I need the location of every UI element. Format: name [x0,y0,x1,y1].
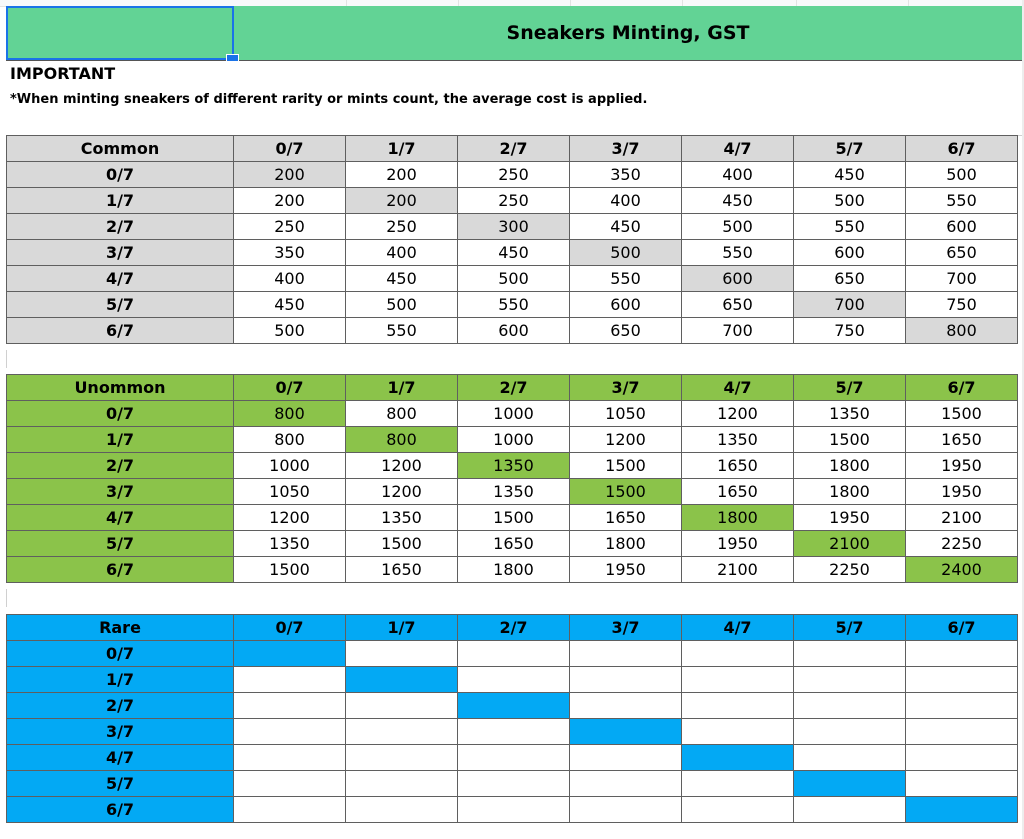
table-row [7,162,1018,188]
table-row [7,531,1018,557]
cost-cell[interactable] [794,693,906,719]
table-row [7,240,1018,266]
row-gap [6,589,1023,607]
row-header-cell[interactable]: 5/7 [7,292,234,318]
important-note: *When minting sneakers of different rarity or mints count, the average cost is applied. [10,92,648,107]
row-header-cell[interactable]: 4/7 [7,745,234,771]
cost-cell[interactable]: 1350 [234,531,346,557]
column-header-cell[interactable]: 3/7 [570,136,682,162]
cost-cell[interactable]: 650 [794,266,906,292]
diagonal-cost-cell[interactable] [570,719,682,745]
column-header-cell[interactable]: 0/7 [234,136,346,162]
cost-cell[interactable] [682,641,794,667]
cost-cell[interactable] [906,771,1018,797]
row-header-cell[interactable]: 0/7 [7,162,234,188]
cost-cell[interactable]: 550 [906,188,1018,214]
row-header-cell[interactable]: 2/7 [7,453,234,479]
cost-cell[interactable] [458,667,570,693]
important-heading: IMPORTANT [10,64,116,83]
column-header-cell[interactable]: 6/7 [906,136,1018,162]
cost-cell[interactable] [234,745,346,771]
column-header-cell[interactable]: 0/7 [234,375,346,401]
cost-cell[interactable]: 1650 [682,453,794,479]
column-header-cell[interactable]: 5/7 [794,136,906,162]
cost-cell[interactable]: 2250 [794,557,906,583]
cost-cell[interactable]: 500 [906,162,1018,188]
cost-cell[interactable]: 450 [570,214,682,240]
cost-cell[interactable]: 400 [570,188,682,214]
cost-cell[interactable]: 1500 [570,453,682,479]
cost-cell[interactable]: 450 [794,162,906,188]
diagonal-cost-cell[interactable]: 1350 [458,453,570,479]
cost-cell[interactable]: 550 [346,318,458,344]
row-header-cell[interactable]: 1/7 [7,427,234,453]
cost-cell[interactable]: 400 [682,162,794,188]
diagonal-cost-cell[interactable]: 600 [682,266,794,292]
cost-cell[interactable]: 1350 [458,479,570,505]
table-row [7,557,1018,583]
cost-cell[interactable]: 1050 [570,401,682,427]
cost-cell[interactable]: 450 [458,240,570,266]
cost-cell[interactable] [570,641,682,667]
row-header-cell[interactable]: 3/7 [7,479,234,505]
cost-cell[interactable]: 650 [906,240,1018,266]
cost-cell[interactable] [794,719,906,745]
cost-cell[interactable]: 1200 [346,453,458,479]
row-header-cell[interactable]: 5/7 [7,531,234,557]
cost-cell[interactable]: 1500 [346,531,458,557]
cost-cell[interactable]: 1950 [570,557,682,583]
row-header-cell[interactable]: 2/7 [7,693,234,719]
column-header-cell[interactable]: 2/7 [458,375,570,401]
cost-cell[interactable] [682,771,794,797]
cost-cell[interactable]: 700 [682,318,794,344]
cost-cell[interactable]: 1650 [682,479,794,505]
row-header-cell[interactable]: 6/7 [7,557,234,583]
cost-cell[interactable] [682,667,794,693]
cost-cell[interactable]: 500 [234,318,346,344]
column-header-cell[interactable]: 3/7 [570,615,682,641]
cost-cell[interactable]: 2100 [906,505,1018,531]
table-row [7,453,1018,479]
diagonal-cost-cell[interactable]: 200 [234,162,346,188]
column-header-cell[interactable]: 4/7 [682,375,794,401]
common-cost-table [6,135,1018,344]
column-header-cell[interactable]: 1/7 [346,375,458,401]
cost-cell[interactable] [234,667,346,693]
row-header-cell[interactable]: 2/7 [7,214,234,240]
row-header-cell[interactable]: 0/7 [7,401,234,427]
cost-cell[interactable]: 250 [346,214,458,240]
cost-cell[interactable]: 1000 [458,401,570,427]
cost-cell[interactable]: 550 [682,240,794,266]
cost-cell[interactable] [346,719,458,745]
table-row [7,641,1018,667]
cost-cell[interactable]: 600 [906,214,1018,240]
cost-cell[interactable]: 1500 [458,505,570,531]
cost-cell[interactable]: 350 [570,162,682,188]
cost-cell[interactable] [682,719,794,745]
diagonal-cost-cell[interactable]: 700 [794,292,906,318]
column-header-cell[interactable]: 6/7 [906,615,1018,641]
diagonal-cost-cell[interactable] [794,771,906,797]
cost-cell[interactable] [346,693,458,719]
row-header-cell[interactable]: 6/7 [7,797,234,823]
cost-cell[interactable] [458,771,570,797]
row-header-cell[interactable]: 3/7 [7,240,234,266]
cost-cell[interactable]: 750 [906,292,1018,318]
cost-cell[interactable]: 650 [570,318,682,344]
cost-cell[interactable]: 400 [346,240,458,266]
row-header-cell[interactable]: 0/7 [7,641,234,667]
cost-cell[interactable] [570,797,682,823]
cost-cell[interactable] [682,797,794,823]
diagonal-cost-cell[interactable] [234,641,346,667]
cost-cell[interactable] [570,771,682,797]
table-row [7,719,1018,745]
cost-cell[interactable]: 550 [458,292,570,318]
table-row [7,292,1018,318]
cost-cell[interactable] [682,693,794,719]
cost-cell[interactable] [794,667,906,693]
cost-cell[interactable] [906,667,1018,693]
cost-cell[interactable]: 800 [234,427,346,453]
cost-cell[interactable] [906,745,1018,771]
cost-cell[interactable]: 450 [682,188,794,214]
cost-cell[interactable]: 2250 [906,531,1018,557]
column-header-cell[interactable]: 5/7 [794,615,906,641]
column-header-cell[interactable]: 6/7 [906,375,1018,401]
cost-cell[interactable]: 1650 [906,427,1018,453]
cost-cell[interactable]: 1800 [794,453,906,479]
cost-cell[interactable]: 500 [458,266,570,292]
cost-cell[interactable]: 1800 [794,479,906,505]
diagonal-cost-cell[interactable]: 800 [346,427,458,453]
cost-cell[interactable] [570,693,682,719]
row-header-cell[interactable]: 1/7 [7,188,234,214]
table-row [7,479,1018,505]
cost-cell[interactable]: 1950 [794,505,906,531]
cost-cell[interactable] [458,745,570,771]
table-row [7,771,1018,797]
cost-cell[interactable] [346,797,458,823]
table-row [7,505,1018,531]
rarity-label[interactable]: Unommon [7,375,234,401]
diagonal-cost-cell[interactable]: 1500 [570,479,682,505]
cost-cell[interactable]: 500 [794,188,906,214]
cost-cell[interactable]: 1950 [906,453,1018,479]
cost-cell[interactable]: 250 [458,188,570,214]
table-row [7,318,1018,344]
cost-cell[interactable]: 1950 [682,531,794,557]
cost-cell[interactable]: 700 [906,266,1018,292]
cost-cell[interactable]: 1050 [234,479,346,505]
cost-cell[interactable]: 2100 [682,557,794,583]
cost-cell[interactable]: 250 [458,162,570,188]
cost-cell[interactable] [794,641,906,667]
cost-cell[interactable] [458,797,570,823]
cost-cell[interactable]: 1800 [570,531,682,557]
cost-cell[interactable]: 800 [346,401,458,427]
cost-cell[interactable]: 550 [794,214,906,240]
row-header-cell[interactable]: 5/7 [7,771,234,797]
row-header-cell[interactable]: 1/7 [7,667,234,693]
table-row [7,401,1018,427]
cost-cell[interactable]: 450 [346,266,458,292]
diagonal-cost-cell[interactable] [346,667,458,693]
cost-cell[interactable]: 1200 [234,505,346,531]
cost-cell[interactable]: 600 [794,240,906,266]
diagonal-cost-cell[interactable]: 300 [458,214,570,240]
cost-cell[interactable] [346,745,458,771]
diagonal-cost-cell[interactable]: 2100 [794,531,906,557]
diagonal-cost-cell[interactable]: 500 [570,240,682,266]
cost-cell[interactable]: 1650 [570,505,682,531]
diagonal-cost-cell[interactable] [906,797,1018,823]
cost-cell[interactable] [794,797,906,823]
table-row [7,797,1018,823]
cost-cell[interactable]: 1350 [794,401,906,427]
cost-cell[interactable] [458,641,570,667]
table-row [7,667,1018,693]
cost-cell[interactable]: 1200 [570,427,682,453]
row-header-cell[interactable]: 4/7 [7,505,234,531]
table-row [7,188,1018,214]
column-header-cell[interactable]: 5/7 [794,375,906,401]
column-header-cell[interactable]: 0/7 [234,615,346,641]
cost-cell[interactable]: 600 [458,318,570,344]
cost-cell[interactable]: 1650 [458,531,570,557]
selected-cell[interactable] [6,6,234,60]
cost-cell[interactable]: 1200 [682,401,794,427]
table-header-row [7,615,1018,641]
cost-cell[interactable] [234,771,346,797]
cost-cell[interactable] [346,641,458,667]
cost-cell[interactable]: 1000 [234,453,346,479]
cost-cell[interactable] [346,771,458,797]
cost-cell[interactable]: 550 [570,266,682,292]
cost-cell[interactable]: 1500 [906,401,1018,427]
cost-cell[interactable] [570,745,682,771]
cost-cell[interactable]: 650 [682,292,794,318]
column-header-cell[interactable]: 1/7 [346,136,458,162]
table-row [7,693,1018,719]
cost-cell[interactable]: 750 [794,318,906,344]
cost-cell[interactable] [234,693,346,719]
cost-cell[interactable]: 200 [346,162,458,188]
table-row [7,745,1018,771]
table-row [7,266,1018,292]
table-header-row [7,375,1018,401]
cost-cell[interactable] [458,719,570,745]
column-header-cell[interactable]: 1/7 [346,615,458,641]
cost-cell[interactable] [906,693,1018,719]
column-header-cell[interactable]: 4/7 [682,136,794,162]
row-header-cell[interactable]: 4/7 [7,266,234,292]
cost-cell[interactable]: 500 [682,214,794,240]
cost-cell[interactable]: 1800 [458,557,570,583]
diagonal-cost-cell[interactable]: 2400 [906,557,1018,583]
cost-cell[interactable]: 350 [234,240,346,266]
cost-cell[interactable] [906,641,1018,667]
column-header-cell[interactable]: 2/7 [458,615,570,641]
rarity-label[interactable]: Rare [7,615,234,641]
row-gap [6,350,1023,368]
rarity-label[interactable]: Common [7,136,234,162]
cost-cell[interactable]: 1500 [234,557,346,583]
cost-cell[interactable]: 1950 [906,479,1018,505]
diagonal-cost-cell[interactable]: 800 [906,318,1018,344]
cost-cell[interactable]: 1350 [682,427,794,453]
diagonal-cost-cell[interactable]: 200 [346,188,458,214]
cost-cell[interactable] [794,745,906,771]
cost-cell[interactable]: 1650 [346,557,458,583]
cost-cell[interactable]: 1350 [346,505,458,531]
column-header-cell[interactable]: 4/7 [682,615,794,641]
cost-cell[interactable]: 600 [570,292,682,318]
cost-cell[interactable] [570,667,682,693]
table-row [7,214,1018,240]
column-header-cell[interactable]: 3/7 [570,375,682,401]
column-header-cell[interactable]: 2/7 [458,136,570,162]
cost-cell[interactable]: 1500 [794,427,906,453]
important-note-block[interactable] [6,61,1022,136]
table-header-row [7,136,1018,162]
diagonal-cost-cell[interactable] [458,693,570,719]
row-header-cell[interactable]: 3/7 [7,719,234,745]
sheet-title[interactable]: Sneakers Minting, GST [506,22,750,44]
cost-cell[interactable] [234,797,346,823]
rare-cost-table [6,614,1018,823]
cost-cell[interactable] [234,719,346,745]
cost-cell[interactable]: 400 [234,266,346,292]
uncommon-cost-table [6,374,1018,583]
cost-cell[interactable]: 1200 [346,479,458,505]
cost-cell[interactable]: 200 [234,188,346,214]
row-header-cell[interactable]: 6/7 [7,318,234,344]
diagonal-cost-cell[interactable]: 1800 [682,505,794,531]
cost-cell[interactable]: 500 [346,292,458,318]
cost-cell[interactable]: 250 [234,214,346,240]
table-row [7,427,1018,453]
diagonal-cost-cell[interactable] [682,745,794,771]
diagonal-cost-cell[interactable]: 800 [234,401,346,427]
cost-cell[interactable]: 1000 [458,427,570,453]
cost-cell[interactable]: 450 [234,292,346,318]
cost-cell[interactable] [906,719,1018,745]
